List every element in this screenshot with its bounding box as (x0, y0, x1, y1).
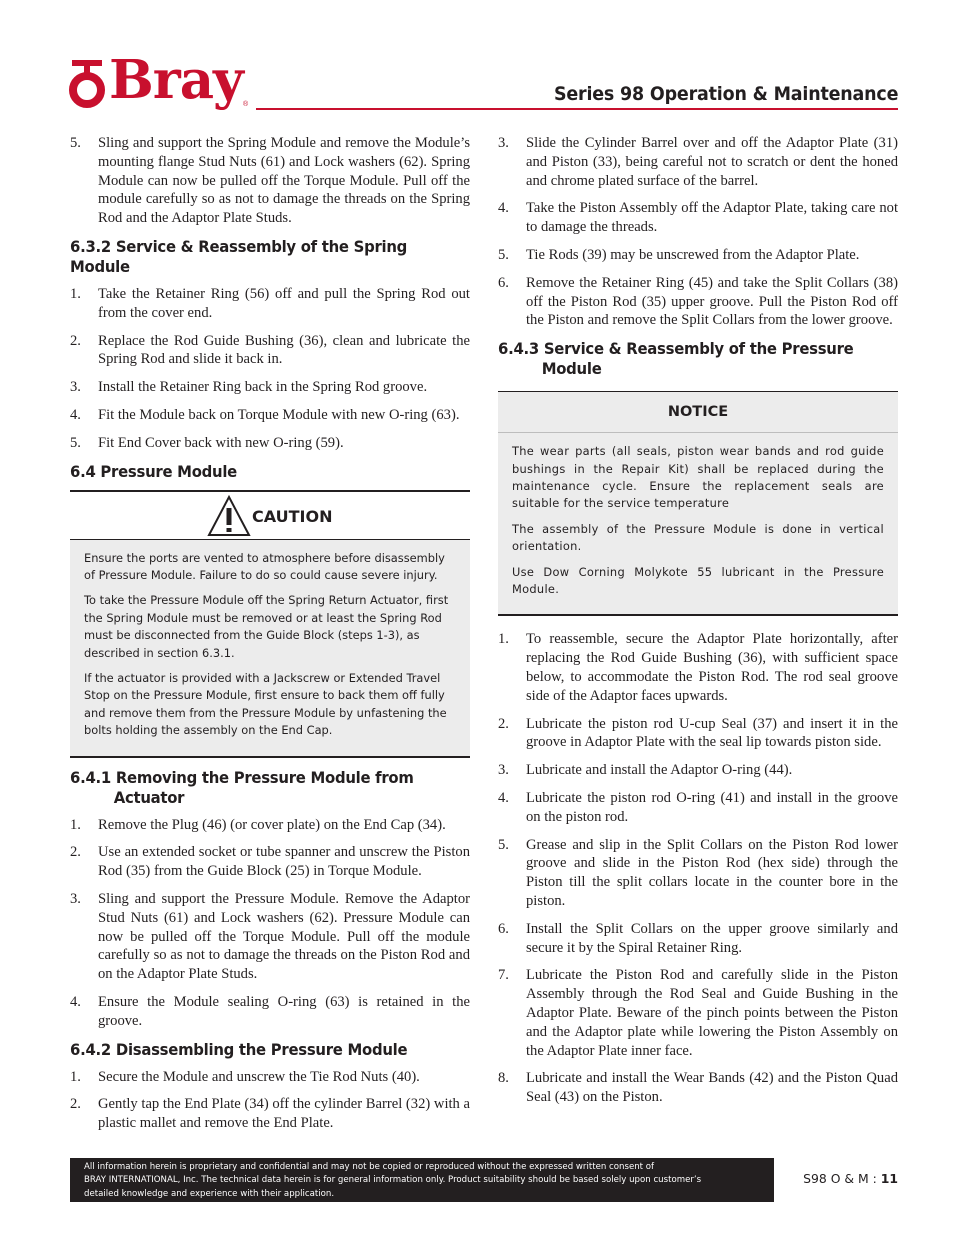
disclaimer-line: detailed knowledge and experience with their application. (84, 1188, 335, 1199)
caution-paragraph: Ensure the ports are vented to atmosphere before disassembly of Pressure Module. Failure to do so could cause severe injury. (84, 550, 445, 582)
list-item (498, 246, 898, 265)
step-text: Take the Retainer Ring (56) off and pull the Spring Rod out from the cover end. (98, 285, 470, 321)
step-text: Take the Piston Assembly off the Adaptor Plate, taking care not to damage the threads. (526, 200, 898, 236)
step-number: 1. (498, 631, 509, 648)
list-item (70, 134, 470, 228)
notice-body (498, 433, 898, 614)
step-text: Install the Split Collars on the upper groove similarly and secure it by the Spiral Retainer Ring. (526, 920, 898, 956)
list-item (498, 920, 898, 958)
bray-valve-logo-icon (69, 60, 105, 108)
step-number: 4. (498, 200, 509, 217)
list-item (498, 630, 898, 705)
spring-module-reassembly-steps (70, 285, 470, 453)
section-heading-6-4-3 (498, 339, 898, 379)
step-number: 2. (498, 715, 509, 732)
notice-box (498, 391, 898, 616)
list-item (498, 199, 898, 237)
notice-paragraph: Use Dow Corning Molykote 55 lubricant in the Pressure Module. (512, 564, 884, 597)
list-item (498, 1069, 898, 1107)
step-text: Tie Rods (39) may be unscrewed from the Adaptor Plate. (526, 246, 860, 263)
step-number: 2. (70, 1096, 81, 1113)
header-rule (256, 108, 898, 110)
list-item (70, 993, 470, 1031)
step-number: 1. (70, 816, 81, 833)
step-number: 5. (70, 434, 81, 451)
right-column (498, 134, 898, 1116)
notice-paragraph: The assembly of the Pressure Module is done in vertical orientation. (512, 521, 884, 554)
list-item (70, 816, 470, 835)
step-number: 1. (70, 285, 81, 302)
caution-paragraph: To take the Pressure Module off the Spring Return Actuator, first the Spring Module must be removed or at least the Spring Rod must be disconnected from the Guide Block (steps 1-3), as described in section 6.3.1. (84, 593, 449, 660)
step-number: 5. (498, 246, 509, 263)
step-text: Grease and slip in the Split Collars on the Piston Rod lower groove and slide in the Piston Rod (hex side) through the Piston till the split collars locate in the counter bore in the piston. (526, 836, 898, 909)
bray-logo (69, 49, 259, 114)
caution-header (70, 492, 470, 540)
caution-box (70, 490, 470, 758)
step-number: 5. (70, 135, 81, 151)
document-title: Series 98 Operation & Maintenance (553, 83, 898, 105)
step-text: Sling and support the Spring Module and remove the Module’s mounting flange Stud Nuts (61) and Lock washers (62). Spring Module can now be pulled off the Torque Module. Pull off the module carefully so as not to damage the threads on the Spring Rod and the Adaptor Plate Studs. (98, 135, 470, 227)
step-number: 3. (70, 379, 81, 396)
list-item (498, 966, 898, 1060)
page-number-value: 11 (880, 1171, 898, 1186)
list-item (70, 332, 470, 370)
step-text: To reassemble, secure the Adaptor Plate horizontally, after replacing the Rod Guide Bushing (36), with sufficient space below, to accommodate the Piston Rod. The rod seal groove side of the Adaptor faces upwards. (526, 631, 898, 704)
list-item (498, 274, 898, 330)
step-number: 2. (70, 844, 81, 861)
list-item (70, 1095, 470, 1133)
step-text: Remove the Retainer Ring (45) and take the Split Collars (38) off the Piston Rod (35) upper groove. Pull the Piston Rod off the Piston and remove the Split Collars from the lower groove. (526, 274, 898, 329)
pressure-module-disassembly-steps-continued (498, 134, 898, 330)
disclaimer-line: BRAY INTERNATIONAL, Inc. The technical data herein is for general information only. Product suitability should be based solely upon customer’s (84, 1175, 702, 1186)
step-text: Lubricate the piston rod U-cup Seal (37) and insert it in the groove in Adaptor Plate with the seal lip towards piston side. (526, 715, 898, 751)
registered-mark: ® (243, 101, 249, 108)
step-number: 4. (70, 994, 81, 1010)
step-number: 8. (498, 1070, 509, 1087)
caution-paragraph: If the actuator is provided with a Jackscrew or Extended Travel Stop on the Pressure Module, first ensure to back them off fully and remove them from the Pressure Module by unfastening the bolts holding the assembly on the End Cap. (84, 671, 447, 738)
document-reference: S98 O & M : (803, 1171, 877, 1186)
step-text: Lubricate and install the Adaptor O-ring (44). (526, 762, 793, 779)
step-text: Gently tap the End Plate (34) off the cylinder Barrel (32) with a plastic mallet and remove the End Plate. (98, 1096, 470, 1132)
disclaimer-line: All information herein is proprietary and confidential and may not be copied or reproduced without the expressed written consent of (84, 1162, 655, 1172)
step-text: Replace the Rod Guide Bushing (36), clean and lubricate the Spring Rod and slide it back in. (98, 332, 470, 368)
step-text: Slide the Cylinder Barrel over and off the Adaptor Plate (31) and Piston (33), being careful not to scratch or dent the honed and chrome plated surface of the barrel. (526, 135, 898, 189)
step-text: Use an extended socket or tube spanner and unscrew the Piston Rod (35) from the Guide Block (25) in Torque Module. (98, 844, 470, 880)
list-item (70, 285, 470, 323)
step-number: 5. (498, 836, 509, 853)
list-item (498, 134, 898, 190)
section-heading-6-4-2: 6.4.2 Disassembling the Pressure Module (70, 1039, 408, 1059)
step-text: Fit End Cover back with new O-ring (59). (98, 434, 344, 451)
section-heading-6-4-1 (70, 768, 470, 808)
step-number: 6. (498, 274, 509, 291)
caution-body (70, 540, 470, 756)
notice-paragraph: The wear parts (all seals, piston wear bands and rod guide bushings in the Repair Kit) shall be replaced during the maintenance cycle. Ensure the replacement seals are suitable for the service temperature (512, 444, 884, 511)
step-text: Lubricate the Piston Rod and carefully slide in the Piston Assembly through the Rod Seal and Guide Bushing in the Adaptor Plate. Beware of the pinch points between the Piston and the Adaptor plate while lowering the Piston Assembly on the Adaptor Plate inner face. (526, 967, 898, 1059)
left-column (70, 134, 470, 1142)
page-number (803, 1171, 898, 1186)
section-heading-6-4: 6.4 Pressure Module (70, 461, 237, 481)
step-number: 6. (498, 920, 509, 937)
list-item (498, 715, 898, 753)
logo-wordmark: Bray (109, 49, 243, 111)
list-item (498, 836, 898, 911)
step-number: 3. (70, 891, 81, 908)
caution-label: CAUTION (252, 506, 333, 526)
notice-label: NOTICE (498, 392, 898, 433)
step-text: Install the Retainer Ring back in the Spring Rod groove. (98, 379, 428, 396)
step-number: 7. (498, 967, 509, 984)
step-number: 4. (70, 406, 81, 423)
heading-line: 6.4.3 Service & Reassembly of the Pressure (498, 339, 854, 359)
list-item (70, 378, 470, 397)
step-text: Lubricate the piston rod O-ring (41) and install in the groove on the piston rod. (526, 790, 898, 825)
step-number: 3. (498, 135, 509, 151)
step-number: 3. (498, 762, 509, 779)
heading-line: Module (541, 359, 602, 379)
step-text: Ensure the Module sealing O-ring (63) is retained in the groove. (98, 994, 470, 1029)
step-number: 2. (70, 332, 81, 349)
list-item (70, 890, 470, 984)
list-item (70, 1068, 470, 1087)
step-text: Lubricate and install the Wear Bands (42) and the Piston Quad Seal (43) on the Piston. (526, 1070, 898, 1106)
step-number: 4. (498, 790, 509, 806)
pressure-module-removal-steps (70, 816, 470, 1031)
list-item (70, 843, 470, 881)
spring-module-removal-steps (70, 134, 470, 228)
list-item (498, 761, 898, 780)
pressure-module-reassembly-steps (498, 630, 898, 1107)
warning-triangle-icon (207, 494, 251, 538)
step-text: Secure the Module and unscrew the Tie Rod Nuts (40). (98, 1068, 420, 1085)
list-item (498, 789, 898, 827)
pressure-module-disassembly-steps (70, 1068, 470, 1133)
step-text: Remove the Plug (46) (or cover plate) on the End Cap (34). (98, 816, 446, 833)
step-text: Fit the Module back on Torque Module with new O-ring (63). (98, 406, 460, 423)
heading-line: Actuator (113, 787, 185, 807)
step-text: Sling and support the Pressure Module. Remove the Adaptor Stud Nuts (61) and Lock washers (62). Pressure Module can now be pulled off the Torque Module. Pull off the module carefully so as not to damage the threads on the Piston Rod and on the Adaptor Plate Studs. (98, 891, 470, 983)
footer-disclaimer (84, 1161, 764, 1201)
heading-line: 6.4.1 Removing the Pressure Module from (70, 767, 414, 787)
list-item (70, 406, 470, 425)
list-item (70, 434, 470, 453)
section-heading-6-3-2: 6.3.2 Service & Reassembly of the Spring Module (70, 236, 408, 276)
step-number: 1. (70, 1068, 81, 1085)
